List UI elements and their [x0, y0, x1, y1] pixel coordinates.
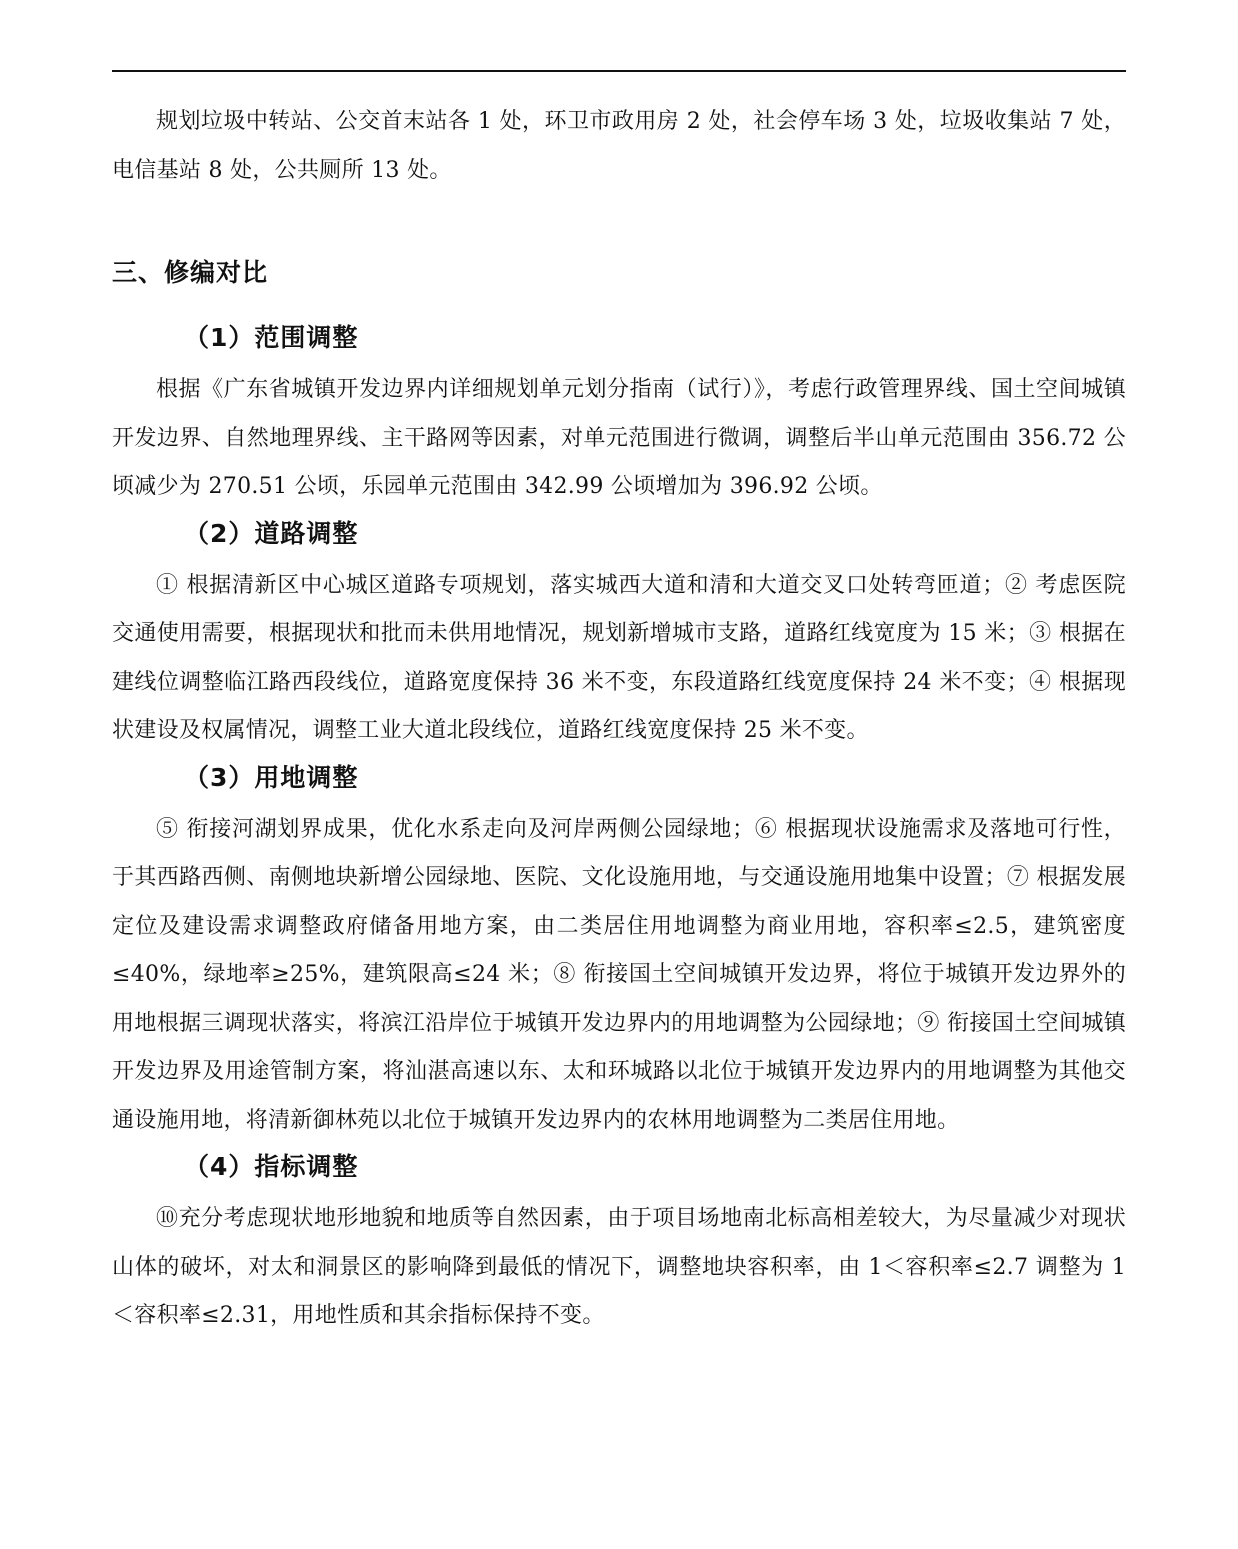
section-heading: 三、修编对比 — [112, 258, 269, 287]
subsection-heading-land: （3）用地调整 — [184, 762, 359, 792]
intro-paragraph: 规划垃圾中转站、公交首末站各 1 处，环卫市政用房 2 处，社会停车场 3 处，垃圾收集站 7 处，电信基站 8 处，公共厕所 13 处。 — [112, 109, 1126, 183]
subsection-heading-indicator: （4）指标调整 — [184, 1152, 359, 1181]
subsection-heading-scope: （1）范围调整 — [184, 323, 359, 352]
header-rule — [112, 70, 1126, 72]
subsection-heading-road: （2）道路调整 — [184, 518, 359, 548]
paragraph-land: ⑤ 衔接河湖划界成果，优化水系走向及河岸两侧公园绿地；⑥ 根据现状设施需求及落地可行性，于其西路西侧、南侧地块新增公园绿地、医院、文化设施用地，与交通设施用地集中设置；⑦ 根据发展定位及建设需求调整政府储备用地方案，由二类居住用地调整为商业用地，容积率≤2.5，建筑密度≤40%，绿地率≥25%，建筑限高≤24 米；⑧ 衔接国土空间城镇开发边界，将位于城镇开发边界外的用地根据三调现状落实，将滨江沿岸位于城镇开发边界内的用地调整为公园绿地；⑨ 衔接国土空间城镇开发边界及用途管制方案，将汕湛高速以东、太和环城路以北位于城镇开发边界内的用地调整为其他交通设施用地，将清新御林苑以北位于城镇开发边界内的农林用地调整为二类居住用地。 — [112, 816, 1126, 1133]
paragraph-indicator: ⑩充分考虑现状地形地貌和地质等自然因素，由于项目场地南北标高相差较大，为尽量减少对现状山体的破坏，对太和洞景区的影响降到最低的情况下，调整地块容积率，由 1＜容积率≤2.7 调整为 1＜容积率≤2.31，用地性质和其余指标保持不变。 — [112, 1206, 1126, 1328]
paragraph-road: ① 根据清新区中心城区道路专项规划，落实城西大道和清和大道交叉口处转弯匝道；② 考虑医院交通使用需要，根据现状和批而未供用地情况，规划新增城市支路，道路红线宽度为 15 米；③ 根据在建线位调整临江路西段线位，道路宽度保持 36 米不变，东段道路红线宽度保持 24 米不变；④ 根据现状建设及权属情况，调整工业大道北段线位，道路红线宽度保持 25 米不变。 — [112, 572, 1126, 743]
paragraph-scope: 根据《广东省城镇开发边界内详细规划单元划分指南（试行）》，考虑行政管理界线、国土空间城镇开发边界、自然地理界线、主干路网等因素，对单元范围进行微调，调整后半山单元范围由 356.72 公顷减少为 270.51 公顷，乐园单元范围由 342.99 公顷增加为 396.92 公顷。 — [112, 377, 1126, 499]
document-page — [112, 98, 1126, 1341]
